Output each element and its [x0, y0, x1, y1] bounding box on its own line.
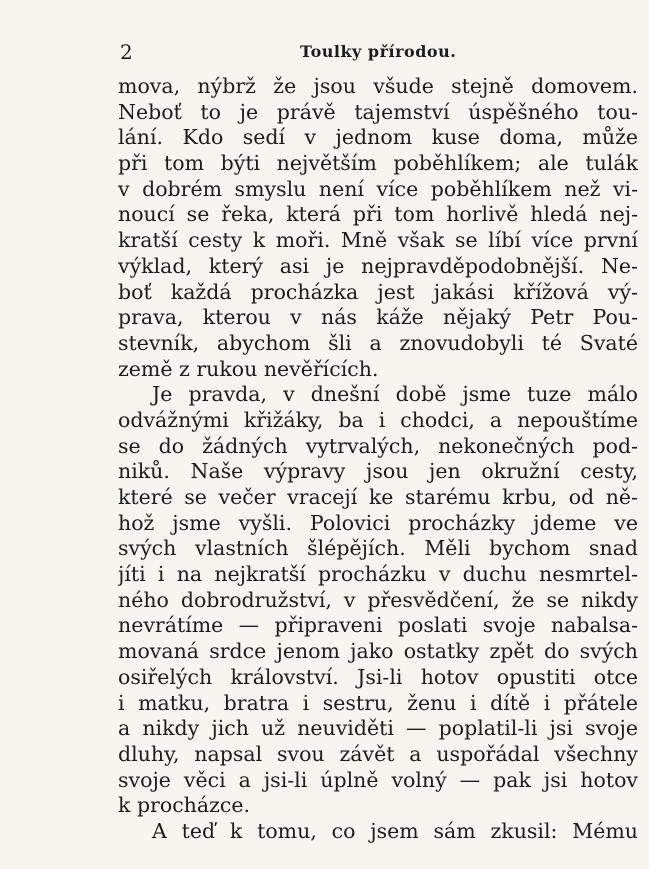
text-line: noucí se řeka, která při tom horlivě hledá nej- [118, 202, 638, 227]
text-line: dluhy, napsal svou závět a uspořádal všechny [118, 741, 638, 766]
text-line: nevrátíme — připraveni poslati svoje nabalsa- [118, 613, 638, 638]
text-line: svoje věci a jsi-li úplně volný — pak jsi hotov [118, 767, 638, 792]
text-line: které se večer vracejí ke starému krbu, od ně- [118, 485, 638, 509]
text-line: A teď k tomu, co jsem sám zkusil: Mému [152, 818, 638, 843]
text-line: boť každá procházka jest jakási křížová vý- [118, 279, 638, 304]
text-line: osiřelých království. Jsi-li hotov opustiti otce [118, 664, 638, 689]
text-line: odvážnými křižáky, ba i chodci, a nepouštíme [118, 407, 638, 432]
text-line: k procházce. [118, 793, 251, 818]
text-line: výklad, který asi je nejpravděpodobnější. Ne- [118, 253, 638, 278]
text-line: prava, kterou v nás káže nějaký Petr Pou- [118, 305, 638, 330]
text-line: niků. Naše výpravy jsou jen okružní cesty, [118, 459, 638, 484]
text-line: stevník, abychom šli a znovudobyli té Svaté [118, 330, 638, 355]
text-line: svých vlastních šlépějích. Měli bychom snad [118, 536, 638, 561]
text-line: lání. Kdo sedí v jednom kuse doma, může [118, 125, 638, 150]
text-line: Neboť to je právě tajemství úspěšného tou- [118, 99, 638, 124]
body-text [118, 74, 638, 845]
page-header [120, 40, 640, 70]
text-line: země z rukou nevěřících. [118, 356, 379, 381]
text-line: při tom býti největším poběhlíkem; ale tulák [118, 151, 638, 176]
running-head: Toulky přírodou. [300, 42, 457, 61]
text-line: movaná srdce jenom jako ostatky zpět do svých [118, 639, 638, 664]
text-line: mova, nýbrž že jsou všude stejně domovem. [118, 74, 638, 98]
text-line: a nikdy jich už neuviděti — poplatil-li jsi svoje [118, 716, 638, 741]
text-line: jíti i na nejkratší procházku v duchu nesmrtel- [118, 562, 638, 587]
text-line: Je pravda, v dnešní době jsme tuze málo [152, 382, 638, 407]
text-line: ného dobrodružství, v přesvědčení, že se nikdy [118, 587, 638, 612]
text-line: se do žádných vytrvalých, nekonečných pod- [118, 433, 638, 458]
text-line: i matku, bratra i sestru, ženu i dítě i přátele [118, 690, 638, 715]
text-line: kratší cesty k moři. Mně však se líbí více první [118, 228, 638, 253]
text-line: v dobrém smyslu není více poběhlíkem než vi- [118, 176, 638, 201]
text-line: hož jsme vyšli. Polovici procházky jdeme ve [118, 510, 638, 535]
page-number: 2 [120, 40, 133, 64]
